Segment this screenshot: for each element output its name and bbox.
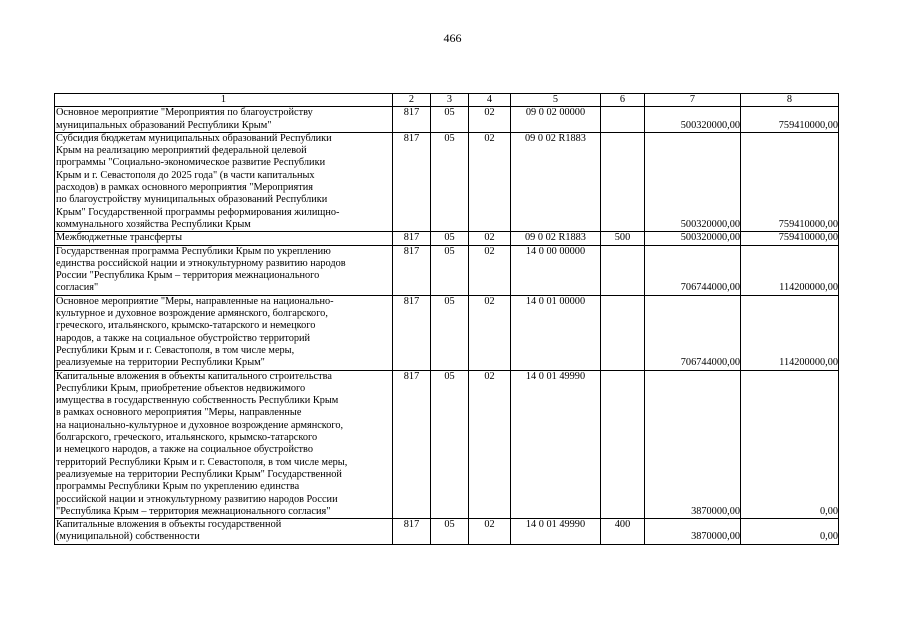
cell-amount-1: 500320000,00 — [645, 132, 741, 231]
table-row — [55, 132, 839, 231]
cell-subsection: 02 — [469, 107, 511, 133]
column-header: 7 — [645, 94, 741, 107]
column-header: 2 — [393, 94, 431, 107]
name-line: единства российской нации и этнокультурному развитию народов — [56, 257, 346, 269]
name-line: Капитальные вложения в объекты государственной — [56, 519, 282, 531]
table-row — [55, 107, 839, 133]
cell-expense-type — [601, 107, 645, 133]
name-line: территорий Республики Крым и г. Севастополя, в том числе меры, — [56, 456, 348, 468]
name-line: (муниципальной) собственности — [56, 531, 200, 543]
name-line: программы Республики Крым по укреплению единства — [56, 481, 300, 493]
name-line: "Республика Крым – территория межнационального согласия" — [56, 505, 331, 517]
column-header: 8 — [741, 94, 839, 107]
cell-subsection: 02 — [469, 132, 511, 231]
name-line: Государственная программа Республики Крым по укреплению — [56, 245, 331, 257]
cell-target-code: 14 0 01 49990 — [511, 519, 601, 545]
cell-expense-type — [601, 245, 645, 295]
cell-section: 05 — [431, 232, 469, 245]
cell-subsection: 02 — [469, 519, 511, 545]
cell-subsection: 02 — [469, 245, 511, 295]
row-name — [55, 519, 393, 545]
name-line: имущества в государственную собственность Республики Крым — [56, 395, 339, 407]
name-line: Крым и г. Севастополя до 2025 года" (в части капитальных — [56, 169, 315, 181]
cell-target-code: 14 0 01 00000 — [511, 295, 601, 370]
table-row — [55, 519, 839, 545]
cell-amount-2: 759410000,00 — [741, 132, 839, 231]
cell-amount-1: 500320000,00 — [645, 107, 741, 133]
page-number: 466 — [443, 31, 462, 45]
column-header: 4 — [469, 94, 511, 107]
cell-amount-2: 0,00 — [741, 519, 839, 545]
cell-ministry: 817 — [393, 519, 431, 545]
cell-section: 05 — [431, 370, 469, 519]
cell-ministry: 817 — [393, 107, 431, 133]
cell-target-code: 14 0 00 00000 — [511, 245, 601, 295]
name-line: муниципальных образований Республики Крым" — [56, 119, 272, 131]
name-line: народов, а также на социальное обустройство территорий — [56, 332, 311, 344]
column-header: 6 — [601, 94, 645, 107]
cell-ministry: 817 — [393, 132, 431, 231]
cell-section: 05 — [431, 245, 469, 295]
cell-amount-1: 3870000,00 — [645, 370, 741, 519]
cell-expense-type — [601, 132, 645, 231]
row-name — [55, 370, 393, 519]
name-line: Основное мероприятие "Меры, направленные на национально- — [56, 295, 334, 307]
name-line: Республики Крым и г. Севастополя, в том числе меры, — [56, 344, 295, 356]
cell-expense-type: 400 — [601, 519, 645, 545]
cell-amount-1: 3870000,00 — [645, 519, 741, 545]
name-line: Крым" Государственной программы реформирования жилищно- — [56, 206, 340, 218]
name-line: в рамках основного мероприятия "Меры, направленные — [56, 407, 302, 419]
name-line: Субсидия бюджетам муниципальных образований Республики — [56, 132, 332, 144]
cell-amount-1: 706744000,00 — [645, 245, 741, 295]
name-line: программы "Социально-экономическое развитие Республики — [56, 157, 326, 169]
cell-amount-1: 500320000,00 — [645, 232, 741, 245]
table-row — [55, 232, 839, 245]
cell-ministry: 817 — [393, 232, 431, 245]
cell-subsection: 02 — [469, 370, 511, 519]
cell-target-code: 09 0 02 00000 — [511, 107, 601, 133]
name-line: коммунального хозяйства Республики Крым — [56, 218, 251, 230]
name-line: согласия" — [56, 282, 99, 294]
cell-ministry: 817 — [393, 295, 431, 370]
name-line: и немецкого народов, а также на социальное обустройство — [56, 444, 313, 456]
cell-amount-2: 114200000,00 — [741, 245, 839, 295]
name-line: на национально-культурное и духовное возрождение армянского, — [56, 419, 344, 431]
row-name — [55, 245, 393, 295]
name-line: российской нации и этнокультурному развитию народов России — [56, 493, 338, 505]
cell-subsection: 02 — [469, 232, 511, 245]
budget-table — [54, 93, 839, 545]
name-line: Капитальные вложения в объекты капитального строительства — [56, 370, 332, 382]
row-name — [55, 232, 393, 245]
header-row — [55, 94, 839, 107]
name-line: Основное мероприятие "Мероприятия по благоустройству — [56, 107, 313, 119]
cell-ministry: 817 — [393, 370, 431, 519]
table-row — [55, 295, 839, 370]
cell-amount-2: 759410000,00 — [741, 107, 839, 133]
table-row — [55, 245, 839, 295]
table-row — [55, 370, 839, 519]
column-header: 3 — [431, 94, 469, 107]
row-name — [55, 132, 393, 231]
name-line: расходов) в рамках основного мероприятия "Мероприятия — [56, 182, 314, 194]
cell-amount-2: 114200000,00 — [741, 295, 839, 370]
row-name — [55, 295, 393, 370]
cell-target-code: 09 0 02 R1883 — [511, 232, 601, 245]
row-name — [55, 107, 393, 133]
cell-subsection: 02 — [469, 295, 511, 370]
name-line: России "Республика Крым – территория межнационального — [56, 270, 320, 282]
cell-target-code: 14 0 01 49990 — [511, 370, 601, 519]
name-line: Республики Крым, приобретение объектов недвижимого — [56, 382, 306, 394]
cell-expense-type — [601, 295, 645, 370]
column-header: 5 — [511, 94, 601, 107]
cell-expense-type — [601, 370, 645, 519]
name-line: Крым на реализацию мероприятий федеральной целевой — [56, 145, 307, 157]
column-header: 1 — [55, 94, 393, 107]
cell-ministry: 817 — [393, 245, 431, 295]
name-line: Межбюджетные трансферты — [56, 232, 183, 244]
name-line: по благоустройству муниципальных образований Республики — [56, 194, 328, 206]
name-line: реализуемые на территории Республики Крым" Государственной — [56, 468, 342, 480]
name-line: культурное и духовное возрождение армянского, болгарского, — [56, 308, 328, 320]
cell-section: 05 — [431, 132, 469, 231]
cell-section: 05 — [431, 519, 469, 545]
cell-amount-2: 759410000,00 — [741, 232, 839, 245]
cell-section: 05 — [431, 295, 469, 370]
name-line: реализуемые на территории Республики Крым" — [56, 357, 265, 369]
cell-target-code: 09 0 02 R1883 — [511, 132, 601, 231]
cell-amount-2: 0,00 — [741, 370, 839, 519]
cell-amount-1: 706744000,00 — [645, 295, 741, 370]
name-line: болгарского, греческого, итальянского, крымско-татарского — [56, 432, 318, 444]
cell-expense-type: 500 — [601, 232, 645, 245]
cell-section: 05 — [431, 107, 469, 133]
name-line: греческого, итальянского, крымско-татарского и немецкого — [56, 320, 316, 332]
